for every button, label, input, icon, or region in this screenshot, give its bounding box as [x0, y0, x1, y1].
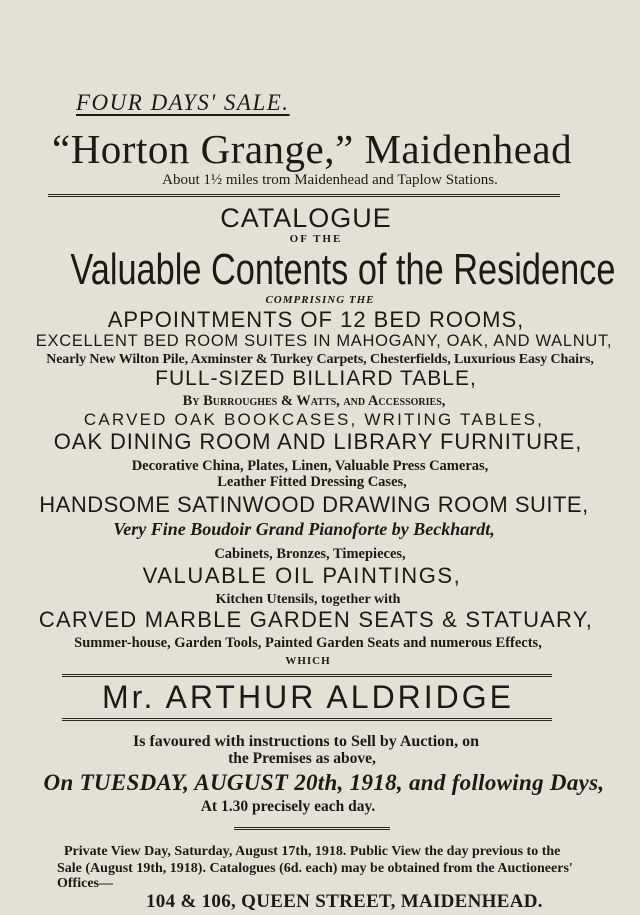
item-pianoforte: Very Fine Boudoir Grand Pianoforte by Beckhardt, — [113, 519, 495, 539]
of-the-label: OF THE — [289, 233, 343, 245]
four-days-sale-heading: FOUR DAYS' SALE. — [76, 90, 290, 115]
valuable-contents-title: Valuable Contents of the Residence — [70, 245, 616, 294]
item-burroughes-watts: By Burroughes & Watts, and Accessories, — [182, 393, 446, 409]
item-dressing-cases: Leather Fitted Dressing Cases, — [217, 474, 407, 490]
horton-grange-title: “Horton Grange,” Maidenhead — [52, 126, 573, 172]
which-label: WHICH — [285, 655, 331, 667]
item-drawing-room-suite: HANDSOME SATINWOOD DRAWING ROOM SUITE, — [39, 492, 589, 517]
item-billiard-table: FULL-SIZED BILLIARD TABLE, — [155, 367, 477, 390]
catalogue-heading: CATALOGUE — [220, 203, 392, 233]
item-oil-paintings: VALUABLE OIL PAINTINGS, — [142, 563, 462, 588]
item-summer-house: Summer-house, Garden Tools, Painted Garden Seats and numerous Effects, — [74, 635, 542, 651]
sale-time: At 1.30 precisely each day. — [200, 798, 376, 815]
footer-rule — [234, 827, 390, 830]
item-bed-room-suites: EXCELLENT BED ROOM SUITES IN MAHOGANY, OAK, AND WALNUT, — [35, 332, 613, 350]
item-kitchen-utensils: Kitchen Utensils, together with — [215, 592, 401, 607]
item-cabinets: Cabinets, Bronzes, Timepieces, — [214, 546, 406, 562]
private-view-line-2: Sale (August 19th, 1918). Catalogues (6d. each) may be obtained from the Auctioneers' — [57, 861, 573, 876]
item-marble-garden-seats: CARVED MARBLE GARDEN SEATS & STATUARY, — [38, 607, 594, 632]
private-view-line-3: Offices— — [57, 876, 113, 891]
comprising-the-label: COMPRISING THE — [265, 294, 375, 306]
item-dining-room-furniture: OAK DINING ROOM AND LIBRARY FURNITURE, — [53, 429, 583, 454]
private-view-line-1: Private View Day, Saturday, August 17th, 1918. Public View the day previous to the — [64, 844, 561, 859]
instructions-line-1: Is favoured with instructions to Sell by Auction, on — [133, 733, 479, 750]
offices-address: 104 & 106, QUEEN STREET, MAIDENHEAD. — [146, 891, 543, 912]
item-decorative-china: Decorative China, Plates, Linen, Valuable Press Cameras, — [131, 458, 489, 474]
location-note: About 1½ miles trom Maidenhead and Taplow Stations. — [162, 172, 498, 188]
auctioneer-top-rule — [62, 674, 552, 677]
sale-date: On TUESDAY, AUGUST 20th, 1918, and following Days, — [43, 770, 605, 795]
appointments-line: APPOINTMENTS OF 12 BED ROOMS, — [107, 307, 525, 332]
auctioneer-bottom-rule — [62, 718, 552, 721]
auctioneer-name: Mr. ARTHUR ALDRIDGE — [101, 679, 515, 715]
instructions-line-2: the Premises as above, — [228, 750, 376, 767]
top-rule — [48, 194, 560, 197]
item-carpets: Nearly New Wilton Pile, Axminster & Turkey Carpets, Chesterfields, Luxurious Easy Chairs, — [46, 352, 594, 367]
item-oak-bookcases: CARVED OAK BOOKCASES, WRITING TABLES, — [83, 410, 545, 429]
